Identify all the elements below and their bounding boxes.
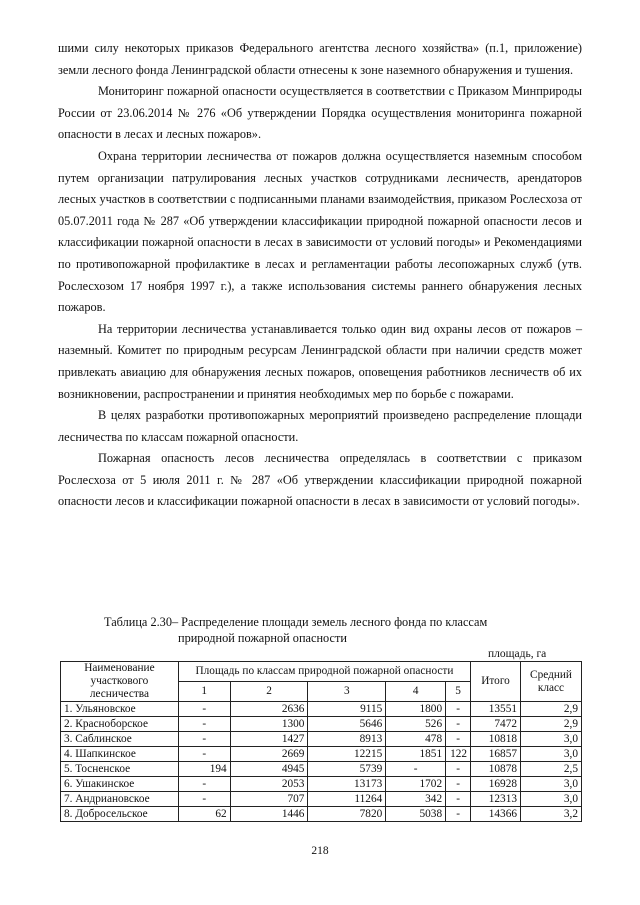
table-row (61, 702, 582, 717)
cell-avg: 3,0 (521, 777, 582, 792)
cell-c1: - (178, 732, 230, 747)
cell-c2: 2669 (230, 747, 308, 762)
cell-c2: 2053 (230, 777, 308, 792)
table-caption-line: природной пожарной опасности (178, 631, 347, 645)
header-class: 2 (230, 682, 308, 702)
table-row (61, 732, 582, 747)
cell-c4: 526 (386, 717, 446, 732)
cell-avg: 2,5 (521, 762, 582, 777)
cell-c4: 1800 (386, 702, 446, 717)
cell-avg: 3,0 (521, 792, 582, 807)
table-row (61, 762, 582, 777)
cell-c1: - (178, 792, 230, 807)
cell-name: 7. Андриановское (61, 792, 179, 807)
cell-c1: - (178, 702, 230, 717)
cell-c5: - (446, 732, 471, 747)
cell-name: 1. Ульяновское (61, 702, 179, 717)
page-number: 218 (311, 845, 329, 857)
cell-c5: - (446, 762, 471, 777)
cell-c3: 12215 (308, 747, 386, 762)
cell-avg: 3,2 (521, 807, 582, 822)
cell-c5: - (446, 702, 471, 717)
header-class: 4 (386, 682, 446, 702)
cell-c3: 11264 (308, 792, 386, 807)
table-row (61, 717, 582, 732)
cell-c4: 1851 (386, 747, 446, 762)
cell-c4: 5038 (386, 807, 446, 822)
paragraph: шими силу некоторых приказов Федерального агентства лесного хозяйства» (п.1, приложение) земли лесного фонда Ленинградской области отнесены к зоне наземного обнаружения и тушения. (58, 41, 582, 77)
cell-total: 16857 (471, 747, 521, 762)
cell-c3: 8913 (308, 732, 386, 747)
fire-danger-table (60, 661, 582, 822)
cell-total: 7472 (471, 717, 521, 732)
cell-c5: - (446, 807, 471, 822)
body-text (58, 38, 582, 513)
cell-c2: 707 (230, 792, 308, 807)
cell-avg: 3,0 (521, 747, 582, 762)
cell-name: 6. Ушакинское (61, 777, 179, 792)
cell-c2: 1446 (230, 807, 308, 822)
cell-c3: 5739 (308, 762, 386, 777)
cell-c1: 194 (178, 762, 230, 777)
cell-c2: 1427 (230, 732, 308, 747)
cell-avg: 2,9 (521, 702, 582, 717)
table-caption (58, 614, 582, 646)
header-name: Наименование участкового лесничества (61, 662, 179, 702)
table-row (61, 747, 582, 762)
cell-total: 13551 (471, 702, 521, 717)
paragraph: На территории лесничества устанавливается только один вид охраны лесов от пожаров – наземный. Комитет по природным ресурсам Ленинградской области при наличии средств может привлекать авиацию для обнаружения лесных пожаров, оповещения работников лесничеств об их возникновении, распространении и принятия необходимых мер по борьбе с пожарами. (58, 321, 582, 401)
paragraph: В целях разработки противопожарных мероприятий произведено распределение площади лесничества по классам пожарной опасности. (58, 408, 582, 444)
cell-c4: 342 (386, 792, 446, 807)
header-total: Итого (471, 662, 521, 702)
table-body (61, 702, 582, 822)
table-caption-line: Таблица 2.30– Распределение площади земель лесного фонда по классам (104, 615, 488, 629)
cell-avg: 2,9 (521, 717, 582, 732)
cell-total: 16928 (471, 777, 521, 792)
cell-c1: - (178, 717, 230, 732)
cell-c3: 5646 (308, 717, 386, 732)
cell-c2: 2636 (230, 702, 308, 717)
cell-total: 12313 (471, 792, 521, 807)
cell-total: 10818 (471, 732, 521, 747)
cell-c1: - (178, 747, 230, 762)
cell-total: 14366 (471, 807, 521, 822)
cell-name: 5. Тосненское (61, 762, 179, 777)
cell-total: 10878 (471, 762, 521, 777)
cell-name: 2. Красноборское (61, 717, 179, 732)
header-group: Площадь по классам природной пожарной опасности (178, 662, 470, 682)
table-row (61, 807, 582, 822)
cell-name: 4. Шапкинское (61, 747, 179, 762)
cell-c2: 1300 (230, 717, 308, 732)
header-class: 1 (178, 682, 230, 702)
header-class: 3 (308, 682, 386, 702)
cell-c3: 13173 (308, 777, 386, 792)
cell-c4: 1702 (386, 777, 446, 792)
cell-c3: 7820 (308, 807, 386, 822)
cell-avg: 3,0 (521, 732, 582, 747)
cell-c4: 478 (386, 732, 446, 747)
cell-c5: - (446, 717, 471, 732)
units-label: площадь, га (488, 648, 547, 660)
cell-c1: - (178, 777, 230, 792)
cell-name: 8. Добросельское (61, 807, 179, 822)
header-class: 5 (446, 682, 471, 702)
paragraph: Охрана территории лесничества от пожаров должна осуществляется наземным способом путем организации патрулирования лесных участков сотрудниками лесничеств, арендаторов лесных участков в соответствии с подписанными планами взаимодействия, приказом Рослесхоза от 05.07.2011 года № 287 «Об утверждении классификации природной пожарной опасности лесов и классификации пожарной опасности в лесах в зависимости от условий погоды» и Рекомендациями по противопожарной профилактике в лесах и регламентации работы лесопожарных служб (утв. Рослесхозом 17 ноября 1997 г.), а также использования системы раннего обнаружения лесных пожаров. (58, 148, 582, 315)
paragraph: Мониторинг пожарной опасности осуществляется в соответствии с Приказом Минприроды России от 23.06.2014 № 276 «Об утверждении Порядка осуществления мониторинга пожарной опасности в лесах и лесных пожаров». (58, 84, 582, 142)
cell-c4: - (386, 762, 446, 777)
table-row (61, 777, 582, 792)
header-avg: Средний класс (521, 662, 582, 702)
paragraph: Пожарная опасность лесов лесничества определялась в соответствии с приказом Рослесхоза от 5 июля 2011 г. № 287 «Об утверждении классификации природной пожарной опасности лесов и классификации пожарной опасности в лесах в зависимости от условий погоды». (58, 451, 582, 509)
cell-name: 3. Саблинское (61, 732, 179, 747)
cell-c1: 62 (178, 807, 230, 822)
cell-c5: - (446, 777, 471, 792)
cell-c5: - (446, 792, 471, 807)
table-row (61, 792, 582, 807)
cell-c2: 4945 (230, 762, 308, 777)
cell-c3: 9115 (308, 702, 386, 717)
cell-c5: 122 (446, 747, 471, 762)
